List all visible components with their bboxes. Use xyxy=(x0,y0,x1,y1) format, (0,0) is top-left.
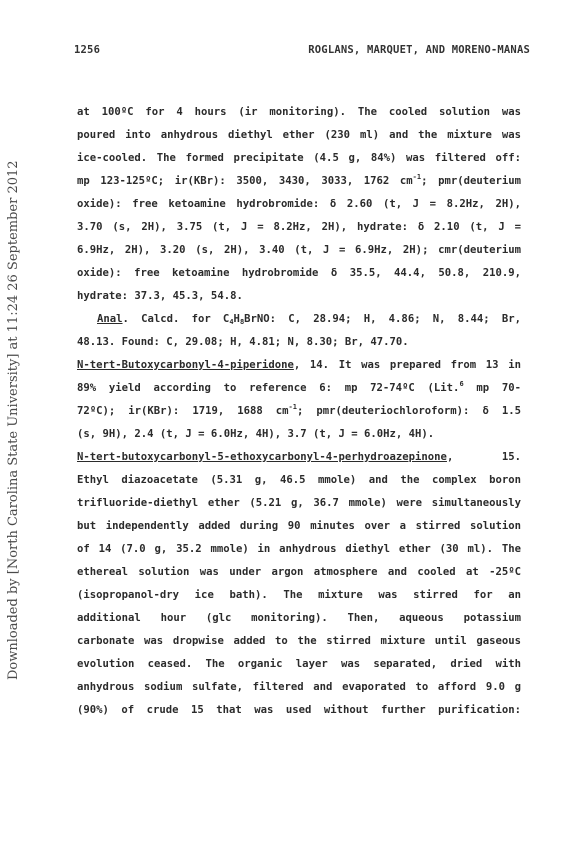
text-line: anhydrous sodium sulfate, filtered and evaporated to afford 9.0 g xyxy=(77,681,521,693)
text-line xyxy=(77,400,521,423)
text-line: but independently added during 90 minutes over a stirred solution xyxy=(77,520,521,532)
text-line: of 14 (7.0 g, 35.2 mmole) in anhydrous diethyl ether (30 ml). The xyxy=(77,543,521,555)
compound-14-heading xyxy=(77,354,521,377)
text-segment: 89% yield according to reference 6: mp 72-74ºC (Lit. xyxy=(77,382,460,394)
text-line: 48.13. Found: C, 29.08; H, 4.81; N, 8.30; Br, 47.70. xyxy=(77,336,409,348)
reference-superscript: 6 xyxy=(459,380,464,388)
text-segment: , 14. It was prepared from 13 in xyxy=(293,359,521,371)
text-line: 3.70 (s, 2H), 3.75 (t, J = 8.2Hz, 2H), hydrate: δ 2.10 (t, J = xyxy=(77,221,521,233)
text-line: oxide): free ketoamine hydrobromide: δ 2.60 (t, J = 8.2Hz, 2H), xyxy=(77,198,521,210)
text-line: 6.9Hz, 2H), 3.20 (s, 2H), 3.40 (t, J = 6.9Hz, 2H); cmr(deuterium xyxy=(77,244,521,256)
text-line: oxide): free ketoamine hydrobromide δ 35.5, 44.4, 50.8, 210.9, xyxy=(77,267,521,279)
running-head: ROGLANS, MARQUET, AND MORENO-MANAS xyxy=(308,44,530,56)
text-line xyxy=(77,377,521,400)
text-line: (isopropanol-dry ice bath). The mixture was stirred for an xyxy=(77,589,521,601)
text-line: (s, 9H), 2.4 (t, J = 6.0Hz, 4H), 3.7 (t, J = 6.0Hz, 4H). xyxy=(77,428,435,440)
analysis-line xyxy=(77,308,521,331)
compound-15-heading xyxy=(77,446,521,469)
page-number: 1256 xyxy=(74,44,101,56)
text-segment: . Calcd. for C xyxy=(122,313,230,325)
text-line: carbonate was dropwise added to the stirred mixture until gaseous xyxy=(77,635,521,647)
superscript: -1 xyxy=(412,173,422,181)
text-segment: ; pmr(deuterium xyxy=(421,175,521,187)
text-line: evolution ceased. The organic layer was separated, dried with xyxy=(77,658,521,670)
text-segment: ; pmr(deuteriochloroform): δ 1.5 xyxy=(296,405,521,417)
compound-title: N-tert-butoxycarbonyl-5-ethoxycarbonyl-4-perhydroazepinone xyxy=(77,451,447,463)
text-line: at 100ºC for 4 hours (ir monitoring). The cooled solution was xyxy=(77,106,521,118)
text-segment: mp 123-125ºC; ir(KBr): 3500, 3430, 3033, 1762 cm xyxy=(77,175,413,187)
text-line: poured into anhydrous diethyl ether (230 ml) and the mixture was xyxy=(77,129,521,141)
text-line: (90%) of crude 15 that was used without further purification: xyxy=(77,704,521,716)
text-line: hydrate: 37.3, 45.3, 54.8. xyxy=(77,290,243,302)
body-text xyxy=(77,101,521,722)
anal-label: Anal xyxy=(97,313,123,325)
subscript: 8 xyxy=(239,318,245,326)
superscript: -1 xyxy=(288,403,297,411)
download-watermark: Downloaded by [North Carolina State University] at 11:24 26 September 2012 xyxy=(6,160,21,680)
text-line xyxy=(77,170,521,193)
text-line: additional hour (glc monitoring). Then, aqueous potassium xyxy=(77,612,521,624)
text-segment: H xyxy=(233,313,240,325)
text-segment: BrNO: C, 28.94; H, 4.86; N, 8.44; Br, xyxy=(244,313,521,325)
page-header xyxy=(74,44,530,60)
text-segment: 72ºC); ir(KBr): 1719, 1688 cm xyxy=(77,405,289,417)
text-segment: mp 70- xyxy=(463,382,521,394)
text-line: trifluoride-diethyl ether (5.21 g, 36.7 mmole) were simultaneously xyxy=(77,497,521,509)
subscript: 4 xyxy=(229,318,234,326)
text-line: ethereal solution was under argon atmosphere and cooled at -25ºC xyxy=(77,566,521,578)
text-line: ice-cooled. The formed precipitate (4.5 g, 84%) was filtered off: xyxy=(77,152,521,164)
text-segment: , 15. xyxy=(446,451,521,463)
text-line: Ethyl diazoacetate (5.31 g, 46.5 mmole) and the complex boron xyxy=(77,474,521,486)
compound-title: N-tert-Butoxycarbonyl-4-piperidone xyxy=(77,359,294,371)
